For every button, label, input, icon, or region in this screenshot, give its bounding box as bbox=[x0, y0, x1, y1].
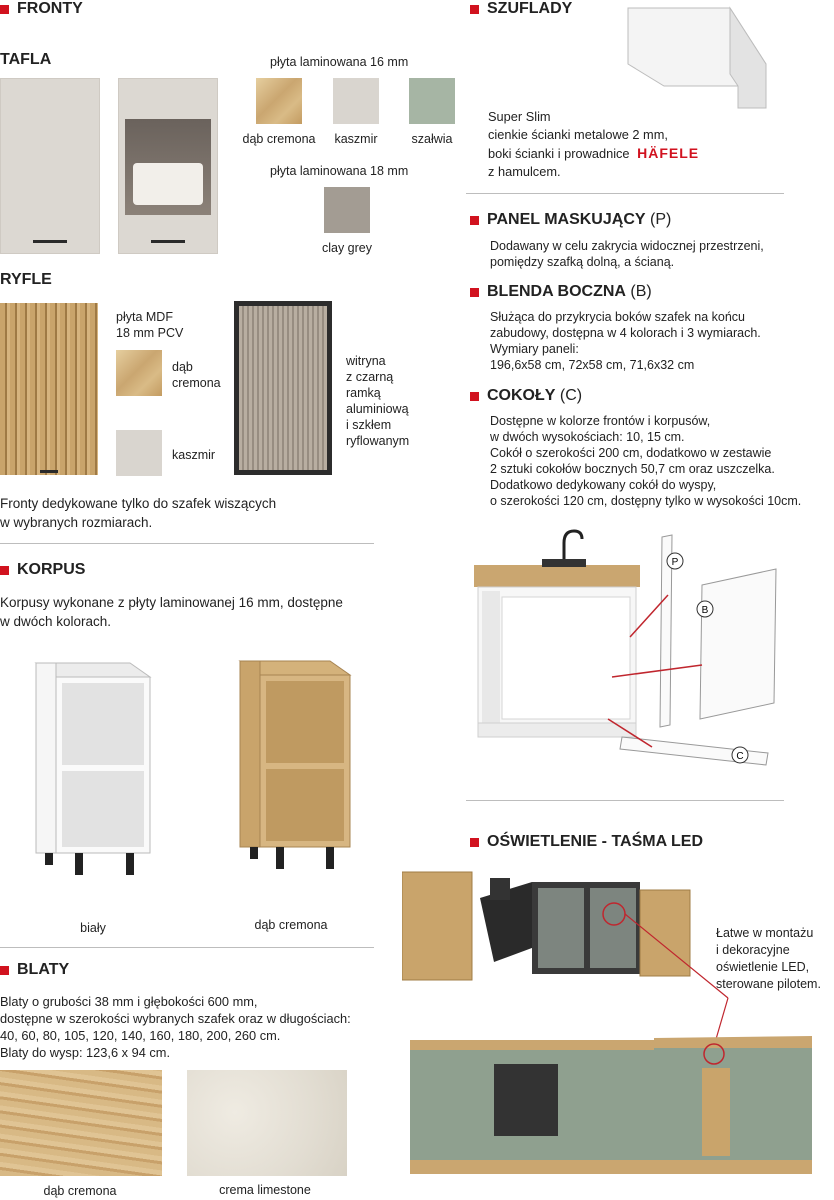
blat-dab-swatch bbox=[0, 1070, 162, 1176]
szuflady-text: Super Slim cienkie ścianki metalowe 2 mm, boki ścianki i prowadnice HÄFELE z hamulcem. bbox=[488, 109, 700, 179]
cokoly-text: Dostępne w kolorze frontów i korpusów, w dwóch wysokościach: 10, 15 cm. Cokół o szerokości 200 cm, dodatkowo w zestawie 2 sztuki cokołów bocznych 50,7 cm oraz uszczelka. Dodatkowo dedykowany cokół do wyspy, o szerokości 120 cm, dostępny tylko w wysokości 10cm. bbox=[490, 414, 802, 508]
korpus-label-dab: dąb cremona bbox=[254, 918, 328, 932]
bullet-icon bbox=[470, 288, 479, 297]
ryfle-swatch-dab-label2: cremona bbox=[172, 376, 221, 390]
swatch-szalwia bbox=[409, 78, 455, 124]
ryfle-heading: RYFLE bbox=[0, 271, 52, 288]
swatch-label-szalwia: szałwia bbox=[411, 132, 453, 146]
oswietlenie-heading: OŚWIETLENIE - TAŚMA LED bbox=[470, 833, 703, 851]
tafla-front-image bbox=[0, 78, 100, 254]
tafla-heading: TAFLA bbox=[0, 51, 52, 68]
swatch-label-clay: clay grey bbox=[321, 241, 373, 255]
marker-b: B bbox=[701, 605, 709, 616]
ryfle-swatch-kaszmir bbox=[116, 430, 162, 476]
blaty-text: Blaty o grubości 38 mm i głębokości 600 mm, dostępne w szerokości wybranych szafek oraz w długościach: 40, 60, 80, 105, 120, 140, 160, 180, 200, 260 cm. Blaty do wysp: 123,6 x 94 cm. bbox=[0, 994, 351, 1060]
marker-c: C bbox=[736, 751, 744, 762]
bullet-icon bbox=[470, 5, 479, 14]
korpus-heading: KORPUS bbox=[0, 561, 85, 579]
swatch-dab-cremona bbox=[256, 78, 302, 124]
blenda-heading: BLENDA BOCZNA (B) bbox=[470, 283, 652, 301]
ryfle-swatch-kaszmir-label: kaszmir bbox=[172, 448, 216, 462]
divider bbox=[466, 193, 784, 194]
ryfle-front-image bbox=[0, 303, 98, 475]
bullet-icon bbox=[470, 216, 479, 225]
kitchen-led-illustration bbox=[402, 868, 830, 1186]
korpus-label-bialy: biały bbox=[80, 921, 106, 935]
bullet-icon bbox=[0, 566, 9, 575]
swatch-label-kaszmir: kaszmir bbox=[334, 132, 378, 146]
swatch-label-dab: dąb cremona bbox=[242, 132, 316, 146]
mdf-line1: płyta MDF bbox=[116, 310, 173, 324]
plyta16-label: płyta laminowana 16 mm bbox=[270, 55, 409, 69]
korpus-text: Korpusy wykonane z płyty laminowanej 16 mm, dostępne w dwóch kolorach. bbox=[0, 595, 343, 629]
ryfle-swatch-dab-label1: dąb bbox=[172, 360, 193, 374]
ryfle-swatch-dab bbox=[116, 350, 162, 396]
blat-crema-swatch bbox=[187, 1070, 347, 1176]
korpus-cabinets-illustration bbox=[30, 655, 370, 900]
marker-p: P bbox=[671, 557, 679, 568]
panels-diagram bbox=[472, 525, 782, 775]
blenda-text: Służąca do przykrycia boków szafek na końcu zabudowy, dostępna w 4 kolorach i 3 wymiarach. Wymiary paneli: 196,6x58 cm, 72x58 cm, 71,6x32 cm bbox=[490, 310, 761, 372]
blat-label-dab: dąb cremona bbox=[43, 1184, 117, 1198]
oswietlenie-text: Łatwe w montażu i dekoracyjne oświetlenie LED, sterowane pilotem. bbox=[716, 926, 821, 991]
divider bbox=[0, 947, 374, 948]
swatch-kaszmir bbox=[333, 78, 379, 124]
divider bbox=[0, 543, 374, 544]
drawer-illustration bbox=[620, 4, 770, 114]
bullet-icon bbox=[470, 838, 479, 847]
szuflady-heading: SZUFLADY bbox=[470, 0, 572, 18]
fronty-note: Fronty dedykowane tylko do szafek wiszących w wybranych rozmiarach. bbox=[0, 496, 277, 530]
hafele-logo: HÄFELE bbox=[637, 145, 700, 161]
bullet-icon bbox=[0, 5, 9, 14]
bullet-icon bbox=[0, 966, 9, 975]
cokoly-heading: COKOŁY (C) bbox=[470, 387, 582, 405]
plyta18-label: płyta laminowana 18 mm bbox=[270, 164, 409, 178]
fronty-heading: FRONTY bbox=[0, 0, 83, 18]
blaty-heading: BLATY bbox=[0, 961, 69, 979]
swatch-clay-grey bbox=[324, 187, 370, 233]
bullet-icon bbox=[470, 392, 479, 401]
tafla-glass-front-image bbox=[118, 78, 218, 254]
panel-text: Dodawany w celu zakrycia widocznej przestrzeni, pomiędzy szafką dolną, a ścianą. bbox=[490, 239, 764, 269]
blat-label-crema: crema limestone bbox=[219, 1183, 311, 1197]
witryna-text: witryna z czarną ramką aluminiową i szkłem ryflowanym bbox=[346, 354, 410, 448]
mdf-line2: 18 mm PCV bbox=[116, 326, 184, 340]
divider bbox=[466, 800, 784, 801]
panel-heading: PANEL MASKUJĄCY (P) bbox=[470, 211, 671, 229]
witryna-image bbox=[234, 301, 332, 475]
